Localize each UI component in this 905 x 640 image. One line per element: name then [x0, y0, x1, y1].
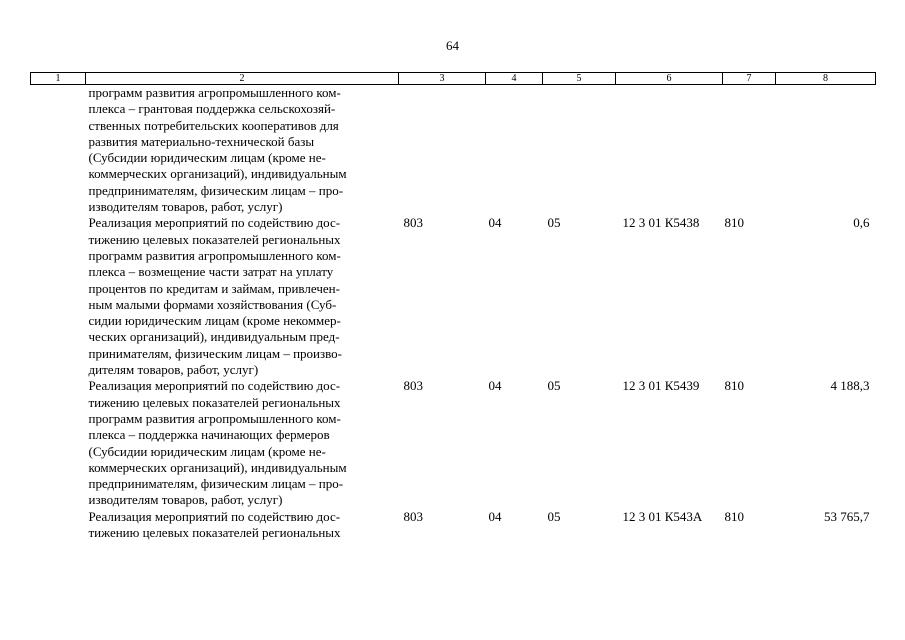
row-number-cell [31, 378, 86, 508]
target-article-code: 12 3 01 К5439 [622, 378, 700, 394]
header-col-4: 4 [486, 73, 543, 85]
row-number-cell [31, 509, 86, 542]
header-col-6: 6 [616, 73, 723, 85]
table-row [31, 378, 876, 508]
description-cell [86, 509, 399, 542]
amount-value: 0,6 [853, 215, 870, 231]
target-article-code: 12 3 01 К543А [622, 508, 703, 524]
description-cell [86, 215, 399, 378]
subsection-code: 05 [547, 508, 561, 524]
amount-value [776, 85, 876, 216]
description-text: Реализация мероприятий по содействию дос- тижению целевых показателей региональных [88, 508, 341, 541]
header-col-5: 5 [543, 73, 616, 85]
header-col-8: 8 [776, 73, 876, 85]
ministry-code [399, 85, 486, 216]
description-cell [86, 378, 399, 508]
expense-type-code: 810 [724, 508, 744, 524]
page-number: 64 [446, 38, 459, 53]
description-text: программ развития агропромышленного ком- плекса – грантовая поддержка сельскохозяй- ственных потребительских кооперативов для развития материально-технической базы (Субсидии юридическим лицам (кроме не- коммерческих организаций), индивидуальным предпринимателям, физическим лицам – про- изводителям товаров, работ, услуг) [88, 85, 347, 215]
ministry-code: 803 [403, 378, 423, 394]
description-text: Реализация мероприятий по содействию дос- тижению целевых показателей региональных программ развития агропромышленного ком- плекса – поддержка начинающих фермеров (Субсидии юридическим лицам (кроме не- коммерческих организаций), индивидуальным предпринимателям, физическим лицам – про- изводителям товаров, работ, услуг) [88, 378, 347, 508]
table-row [31, 85, 876, 216]
header-col-1: 1 [31, 73, 86, 85]
subsection-code: 05 [547, 378, 561, 394]
section-code: 04 [488, 508, 502, 524]
description-text: Реализация мероприятий по содействию дос- тижению целевых показателей региональных программ развития агропромышленного ком- плекса – возмещение части затрат на уплату процентов по кредитам и займам, привлечен- ным малыми формами хозяйствования (Суб- сидии юридическим лицам (кроме некоммер- ческих организаций), индивидуальным пред- принимателям, физическим лицам – произво- дителям товаров, работ, услуг) [88, 215, 342, 378]
subsection-code: 05 [547, 215, 561, 231]
budget-table [30, 72, 876, 541]
description-cell [86, 85, 399, 216]
expense-type-code: 810 [724, 378, 744, 394]
header-row [31, 73, 876, 85]
header-col-7: 7 [723, 73, 776, 85]
expense-type-code [723, 85, 776, 216]
section-code: 04 [488, 215, 502, 231]
table-header [31, 73, 876, 85]
target-article-code [616, 85, 723, 216]
table-row [31, 215, 876, 378]
amount-value: 4 188,3 [830, 378, 870, 394]
row-number-cell [31, 85, 86, 216]
section-code [486, 85, 543, 216]
table-row [31, 509, 876, 542]
ministry-code: 803 [403, 508, 423, 524]
header-col-2: 2 [86, 73, 399, 85]
header-col-3: 3 [399, 73, 486, 85]
row-number-cell [31, 215, 86, 378]
target-article-code: 12 3 01 К5438 [622, 215, 700, 231]
amount-value: 53 765,7 [824, 508, 870, 524]
ministry-code: 803 [403, 215, 423, 231]
section-code: 04 [488, 378, 502, 394]
subsection-code [543, 85, 616, 216]
table-body [31, 85, 876, 542]
expense-type-code: 810 [724, 215, 744, 231]
